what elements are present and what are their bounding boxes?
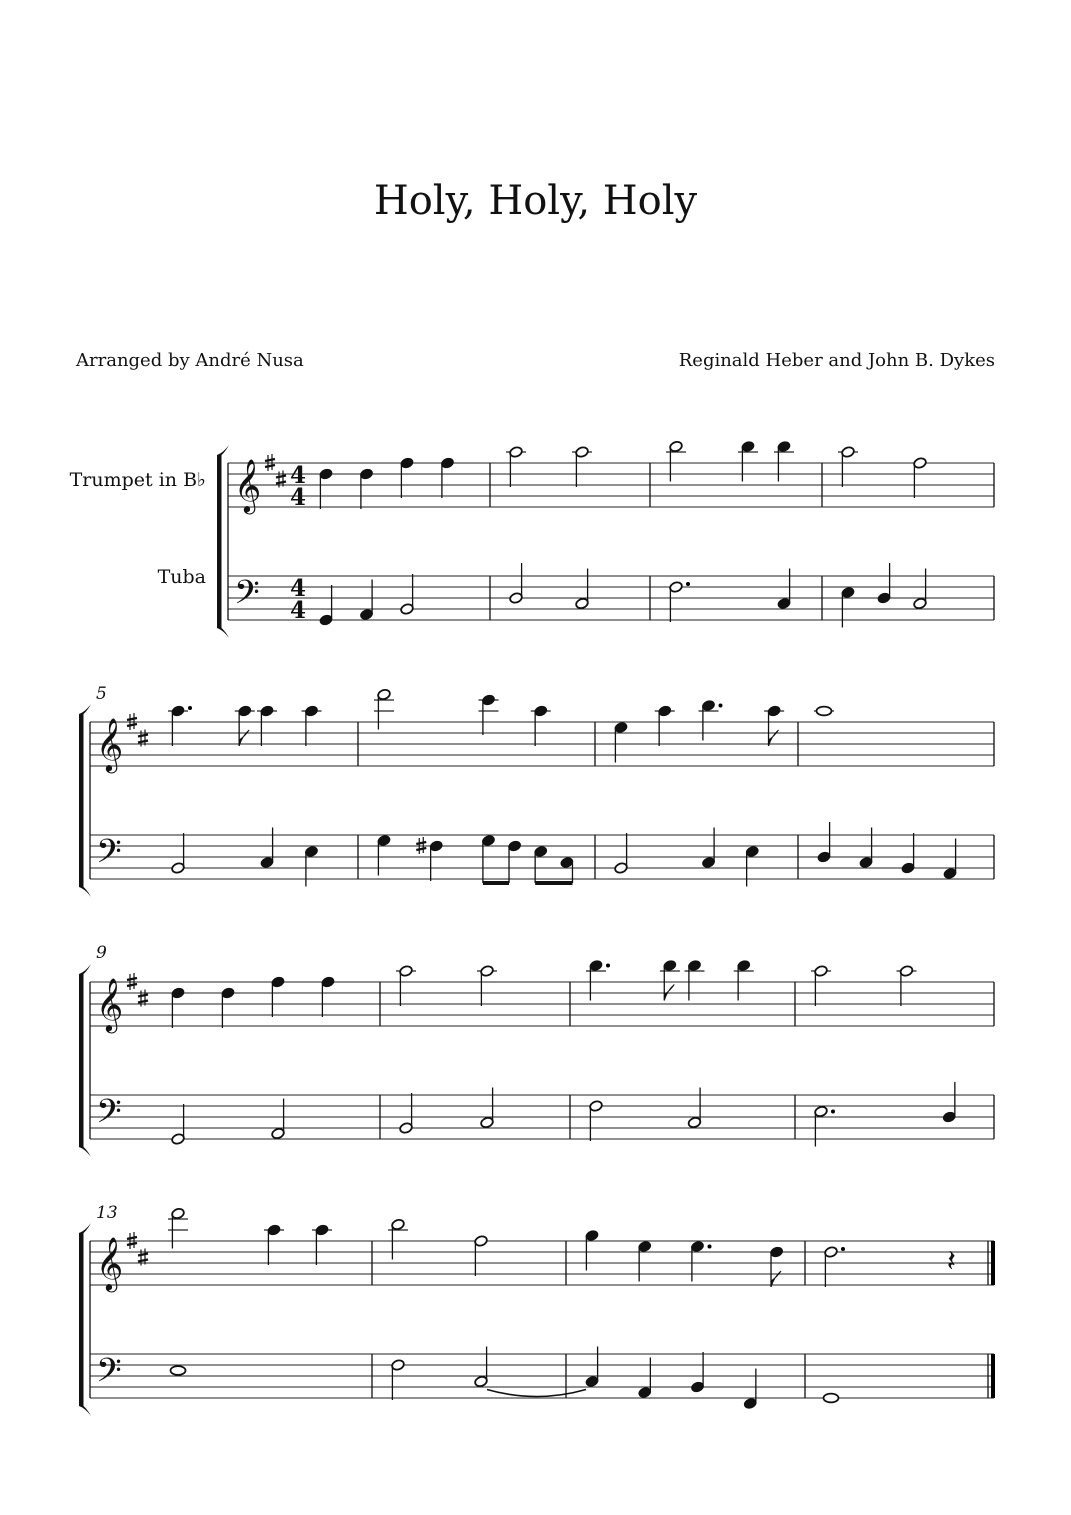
sharp-stroke [265, 465, 275, 467]
system-bracket [79, 714, 84, 887]
time-signature-top: 4 [289, 462, 307, 489]
tie [487, 1390, 586, 1397]
augmentation-dot [686, 582, 690, 586]
bracket-cap [217, 445, 229, 459]
bracket-cap [79, 1143, 91, 1157]
sharp-stroke [138, 995, 148, 997]
sharp-stroke [276, 476, 286, 478]
sharp-stroke [276, 482, 286, 484]
augmentation-dot [841, 1247, 845, 1251]
sharp-stroke [138, 735, 148, 737]
sharp-stroke [127, 724, 137, 726]
bass-clef-icon: 𝄢 [96, 1352, 122, 1398]
treble-clef-icon: 𝄞 [96, 1236, 124, 1290]
sharp-stroke [138, 741, 148, 743]
augmentation-dot [188, 706, 192, 710]
system-bracket [79, 1233, 84, 1406]
augmentation-dot [606, 964, 610, 968]
score-title: Holy, Holy, Holy [373, 178, 698, 224]
augmentation-dot [719, 704, 723, 708]
treble-clef-icon: 𝄞 [234, 458, 262, 512]
bracket-cap [79, 704, 91, 718]
instrument-label-trumpet: Trumpet in B♭ [69, 469, 206, 491]
instrument-label-tuba: Tuba [157, 566, 206, 588]
augmentation-dot [831, 1110, 835, 1114]
treble-clef-icon: 𝄞 [96, 977, 124, 1031]
notehead [824, 1394, 839, 1403]
system-bracket [217, 455, 222, 628]
bracket-cap [79, 883, 91, 897]
sharp-stroke [138, 1001, 148, 1003]
measure-number: 5 [96, 684, 107, 704]
final-barline [991, 1354, 995, 1398]
sharp-stroke [127, 1237, 137, 1239]
sharp-stroke [127, 978, 137, 980]
treble-clef-icon: 𝄞 [96, 717, 124, 771]
final-barline [991, 1241, 995, 1285]
quarter-rest-icon: 𝄽 [946, 1244, 956, 1279]
system-bracket [79, 974, 84, 1147]
bracket-cap [79, 964, 91, 978]
sharp-stroke [416, 842, 426, 844]
sharp-stroke [416, 848, 426, 850]
bracket-cap [79, 1223, 91, 1237]
bracket-cap [217, 624, 229, 638]
bracket-cap [79, 1402, 91, 1416]
measure-number: 13 [96, 1203, 118, 1223]
notehead [817, 707, 832, 716]
sharp-stroke [138, 1260, 148, 1262]
time-signature-top: 4 [289, 575, 307, 602]
time-signature-bottom: 4 [289, 484, 307, 511]
sharp-stroke [138, 1254, 148, 1256]
bass-clef-icon: 𝄢 [96, 833, 122, 879]
bass-clef-icon: 𝄢 [96, 1093, 122, 1139]
sharp-stroke [265, 459, 275, 461]
sharp-stroke [127, 1243, 137, 1245]
composer-credit: Reginald Heber and John B. Dykes [678, 350, 995, 371]
bass-clef-icon: 𝄢 [234, 574, 260, 620]
augmentation-dot [708, 1245, 712, 1249]
measure-number: 9 [96, 943, 107, 963]
sharp-stroke [127, 718, 137, 720]
time-signature-bottom: 4 [289, 597, 307, 624]
sharp-stroke [127, 984, 137, 986]
arranger-credit: Arranged by André Nusa [76, 350, 304, 371]
notehead [171, 1366, 186, 1375]
